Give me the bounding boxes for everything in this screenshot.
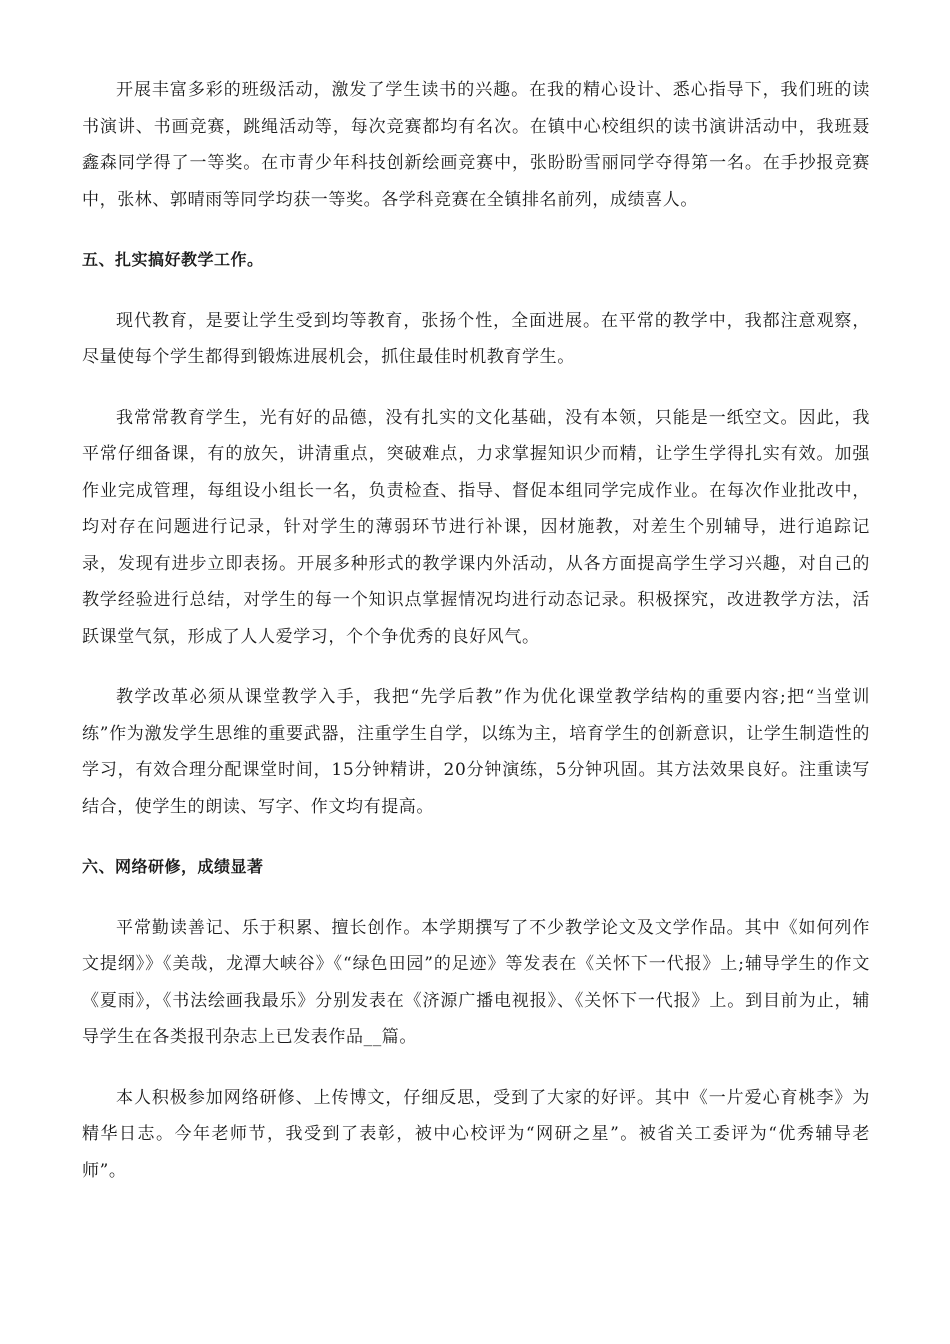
paragraph-class-activities: 开展丰富多彩的班级活动，激发了学生读书的兴趣。在我的精心设计、悉心指导下，我们班的读书演讲、书画竞赛，跳绳活动等，每次竞赛都均有名次。在镇中心校组织的读书演讲活动中，我班聂鑫森同学得了一等奖。在市青少年科技创新绘画竞赛中，张盼盼雪丽同学夺得第一名。在手抄报竞赛中，张林、郭晴雨等同学均获一等奖。各学科竞赛在全镇排名前列，成绩喜人。	[82, 80, 870, 210]
paragraph-modern-education: 现代教育，是要让学生受到均等教育，张扬个性，全面进展。在平常的教学中，我都注意观察，尽量使每个学生都得到锻炼进展机会，抓住最佳时机教育学生。	[82, 310, 870, 367]
paragraph-teaching-methods: 我常常教育学生，光有好的品德，没有扎实的文化基础，没有本领，只能是一纸空文。因此，我平常仔细备课，有的放矢，讲清重点，突破难点，力求掌握知识少而精，让学生学得扎实有效。加强作业完成管理，每组设小组长一名，负责检查、指导、督促本组同学完成作业。在每次作业批改中，均对存在问题进行记录，针对学生的薄弱环节进行补课，因材施教，对差生个别辅导，进行追踪记录，发现有进步立即表扬。开展多种形式的教学课内外活动，从各方面提高学生学习兴趣，对自己的教学经验进行总结，对学生的每一个知识点掌握情况均进行动态记录。积极探究，改进教学方法，活跃课堂气氛，形成了人人爱学习，个个争优秀的良好风气。	[82, 407, 870, 647]
paragraph-online-research: 本人积极参加网络研修、上传博文，仔细反思，受到了大家的好评。其中《一片爱心育桃李》为精华日志。今年老师节，我受到了表彰，被中心校评为“网研之星”。被省关工委评为“优秀辅导老师”。	[82, 1087, 870, 1181]
document-page	[82, 72, 870, 1213]
paragraph-classroom-reform: 教学改革必须从课堂教学入手，我把“先学后教”作为优化课堂教学结构的重要内容;把“当堂训练”作为激发学生思维的重要武器，注重学生自学，以练为主，培育学生的创新意识，让学生制造性的学习，有效合理分配课堂时间，15分钟精讲，20分钟演练，5分钟巩固。其方法效果良好。注重读写结合，使学生的朗读、写字、作文均有提高。	[82, 687, 870, 817]
section-heading-online-training: 六、网络研修，成绩显著	[82, 857, 264, 876]
section-heading-teaching-work: 五、扎实搞好教学工作。	[82, 250, 264, 269]
paragraph-writing-achievements: 平常勤读善记、乐于积累、擅长创作。本学期撰写了不少教学论文及文学作品。其中《如何列作文提纲》》《美哉，龙潭大峡谷》《“绿色田园”的足迹》等发表在《关怀下一代报》上;辅导学生的作文《夏雨》，《书法绘画我最乐》分别发表在《济源广播电视报》、《关怀下一代报》上。到目前为止，辅导学生在各类报刊杂志上已发表作品__篇。	[82, 917, 870, 1047]
